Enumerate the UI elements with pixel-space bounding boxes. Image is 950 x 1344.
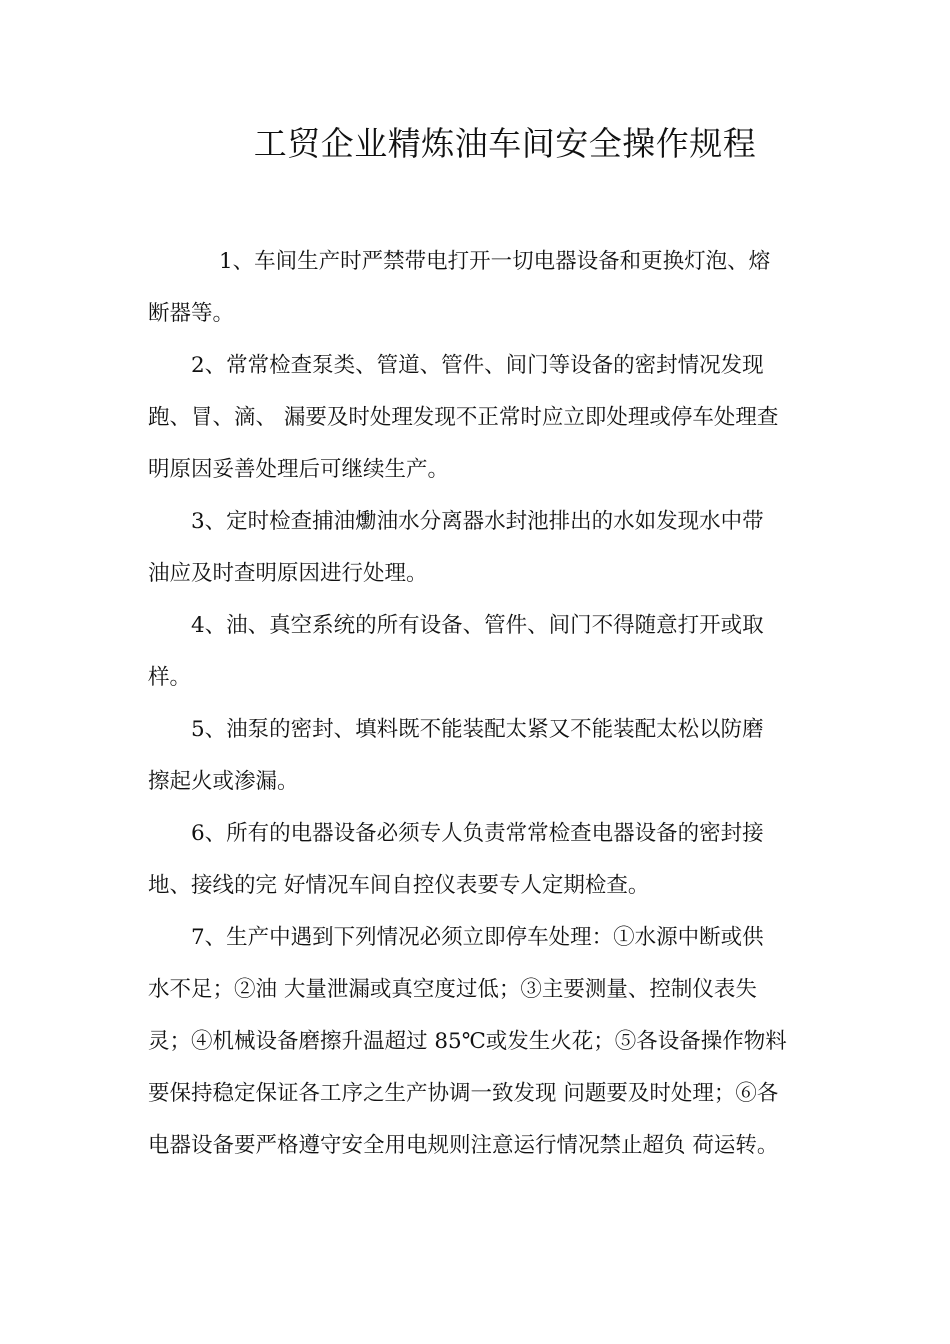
text-line: 4、油、真空系统的所有设备、管件、间门不得随意打开或取 [191,613,764,638]
text-line: 断器等。 [148,301,235,326]
text-line: 明原因妥善处理后可继续生产。 [148,457,450,482]
text-line: 1、车间生产时严禁带电打开一切电器设备和更换灯泡、熔 [219,249,771,274]
text-line: 要保持稳定保证各工序之生产协调一致发现 问题要及时处理；⑥各 [148,1081,779,1106]
document-title: 工贸企业精炼油车间安全操作规程 [253,124,757,163]
text-line: 油应及时查明原因进行处理。 [148,561,428,586]
text-line: 跑、冒、滴、 漏要及时处理发现不正常时应立即处理或停车处理查 [148,405,779,430]
text-line: 7、生产中遇到下列情况必须立即停车处理：①水源中断或供 [191,925,764,950]
text-line: 地、接线的完 好情况车间自控仪表要专人定期检查。 [148,873,650,898]
text-line: 6、所有的电器设备必须专人负责常常检查电器设备的密封接 [191,821,764,846]
text-line: 3、定时检查捕油爋油水分离器水封池排出的水如发现水中带 [191,509,764,534]
text-line: 2、常常检查泵类、管道、管件、间门等设备的密封情况发现 [191,353,764,378]
text-line: 电器设备要严格遵守安全用电规则注意运行情况禁止超负 荷运转。 [148,1133,779,1158]
text-line: 水不足；②油 大量泄漏或真空度过低；③主要测量、控制仪表失 [148,977,757,1002]
document-body [148,236,808,1172]
text-line: 5、油泵的密封、填料既不能装配太紧又不能装配太松以防磨 [191,717,764,742]
text-line: 样。 [148,665,192,690]
text-line: 擦起火或渗漏。 [148,769,299,794]
text-line: 灵；④机械设备磨擦升温超过 85℃或发生火花；⑤各设备操作物料 [148,1029,787,1054]
